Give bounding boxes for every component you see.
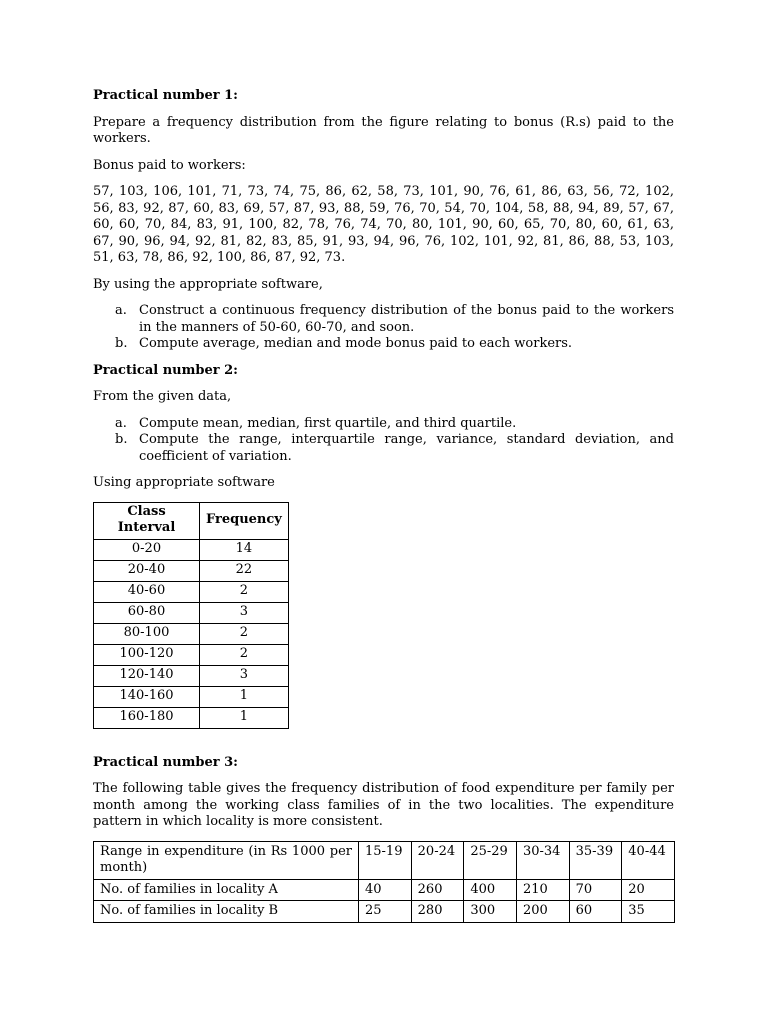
table-row xyxy=(94,560,289,581)
class-interval-cell: 20-40 xyxy=(94,560,200,581)
practical-2-software-line: Using appropriate software xyxy=(93,475,275,490)
task-text: Compute average, median and mode bonus paid to each workers. xyxy=(139,336,573,351)
value-cell: 60 xyxy=(569,901,622,923)
table-row xyxy=(94,665,289,686)
practical-3-heading: Practical number 3: xyxy=(93,754,238,770)
practical-1-task-a xyxy=(115,303,674,336)
range-cell: 35-39 xyxy=(569,841,622,879)
frequency-cell: 1 xyxy=(200,686,289,707)
class-interval-cell: 120-140 xyxy=(94,665,200,686)
value-cell: 260 xyxy=(411,879,464,901)
practical-2-intro: From the given data, xyxy=(93,389,232,404)
task-marker: a. xyxy=(115,303,127,318)
range-cell: 20-24 xyxy=(411,841,464,879)
table-row xyxy=(94,581,289,602)
table-row xyxy=(94,623,289,644)
range-cell: 30-34 xyxy=(516,841,569,879)
class-interval-cell: 40-60 xyxy=(94,581,200,602)
range-cell: 40-44 xyxy=(622,841,675,879)
frequency-cell: 2 xyxy=(200,644,289,665)
frequency-cell: 3 xyxy=(200,602,289,623)
value-cell: 300 xyxy=(464,901,517,923)
class-interval-cell: 80-100 xyxy=(94,623,200,644)
range-cell: 25-29 xyxy=(464,841,517,879)
practical-2-task-a xyxy=(115,415,674,433)
table-row xyxy=(94,602,289,623)
class-interval-cell: 60-80 xyxy=(94,602,200,623)
practical-1-task-b xyxy=(115,336,674,353)
practical-1-intro: Prepare a frequency distribution from the figure relating to bonus (R.s) paid to the workers. xyxy=(93,114,674,146)
task-marker: a. xyxy=(115,415,127,431)
locality-b-label: No. of families in locality B xyxy=(94,901,359,923)
task-text: Compute the range, interquartile range, variance, standard deviation, and coefficient of variation. xyxy=(139,432,674,464)
class-interval-frequency-table xyxy=(93,502,289,729)
class-interval-cell: 160-180 xyxy=(94,707,200,728)
practical-1-heading: Practical number 1: xyxy=(93,88,238,103)
range-cell: 15-19 xyxy=(359,841,412,879)
value-cell: 200 xyxy=(516,901,569,923)
table-row xyxy=(94,879,675,901)
frequency-cell: 14 xyxy=(200,539,289,560)
table-row xyxy=(94,686,289,707)
table-row xyxy=(94,644,289,665)
bonus-numbers: 57, 103, 106, 101, 71, 73, 74, 75, 86, 62, 58, 73, 101, 90, 76, 61, 86, 63, 56, 72, 102, 56, 83, 92, 87, 60, 83, 69, 57, 87, 93, 88, 59, 76, 70, 54, 70, 104, 58, 88, 94, 89, 57, 67, 60, 60, 70, 84, 83, 91, 100, 82, 78, 76, 74, 70, 80, 101, 90, 60, 65, 70, 80, 60, 61, 63, 67, 90, 96, 94, 92, 81, 82, 83, 85, 91, 93, 94, 96, 76, 102, 101, 92, 81, 86, 88, 53, 103, 51, 63, 78, 86, 92, 100, 86, 87, 92, 73. xyxy=(93,184,674,265)
table-header-row xyxy=(94,502,289,539)
frequency-cell: 1 xyxy=(200,707,289,728)
value-cell: 20 xyxy=(622,879,675,901)
locality-a-label: No. of families in locality A xyxy=(94,879,359,901)
value-cell: 35 xyxy=(622,901,675,923)
task-text: Construct a continuous frequency distribution of the bonus paid to the workers in the manners of 50-60, 60-70, and soon. xyxy=(139,303,674,335)
practical-1-software-line: By using the appropriate software, xyxy=(93,276,323,292)
practical-1-task-list xyxy=(93,303,674,353)
frequency-header: Frequency xyxy=(200,502,289,539)
value-cell: 400 xyxy=(464,879,517,901)
value-cell: 70 xyxy=(569,879,622,901)
practical-2-heading: Practical number 2: xyxy=(93,362,238,378)
value-cell: 280 xyxy=(411,901,464,923)
table-row xyxy=(94,707,289,728)
frequency-cell: 2 xyxy=(200,581,289,602)
class-interval-cell: 140-160 xyxy=(94,686,200,707)
class-interval-cell: 100-120 xyxy=(94,644,200,665)
frequency-cell: 2 xyxy=(200,623,289,644)
practical-2-task-list xyxy=(93,416,674,466)
task-text: Compute mean, median, first quartile, and third quartile. xyxy=(139,415,517,431)
practical-3-intro: The following table gives the frequency distribution of food expenditure per family per month among the working class families of in the two localities. The expenditure pattern in which locality is more consistent. xyxy=(93,781,674,829)
value-cell: 40 xyxy=(359,879,412,901)
value-cell: 210 xyxy=(516,879,569,901)
frequency-cell: 22 xyxy=(200,560,289,581)
practical-1-subheading: Bonus paid to workers: xyxy=(93,157,246,173)
value-cell: 25 xyxy=(359,901,412,923)
table-row xyxy=(94,901,675,923)
class-interval-cell: 0-20 xyxy=(94,539,200,560)
table-header-row xyxy=(94,841,675,879)
task-marker: b. xyxy=(115,336,128,351)
document-content xyxy=(93,88,674,923)
practical-2-task-b xyxy=(115,432,674,465)
class-interval-header: Class Interval xyxy=(94,502,200,539)
frequency-cell: 3 xyxy=(200,665,289,686)
food-expenditure-table xyxy=(93,841,675,923)
expenditure-range-label: Range in expenditure (in Rs 1000 per month) xyxy=(94,841,359,879)
table-row xyxy=(94,539,289,560)
task-marker: b. xyxy=(115,432,128,447)
